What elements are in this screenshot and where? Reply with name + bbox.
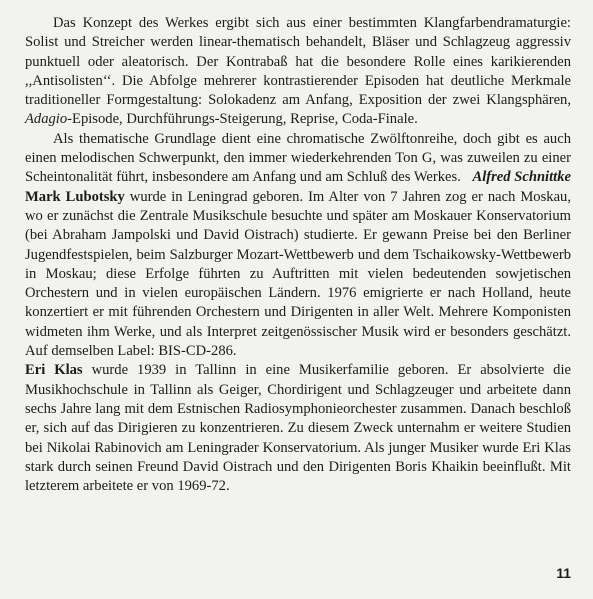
paragraph-lubotsky-bio [25,188,571,362]
author-signature: Alfred Schnittke [472,169,571,186]
lubotsky-bio-text: wurde in Leningrad geboren. Im Alter von 7 Jahren zog er nach Moskau, wo er zunächst die Zentrale Musikschule besuchte und später am Moskauer Konservatorium (bei Abraham Jampolski und David Oistrach) studierte. Er gewann Preise bei den Berliner Jugendfestspielen, beim Salzburger Mozart-Wettbewerb und dem Tschaikowsky-Wettbewerb in Moskau; diese Erfolge führten zu Auftritten mit vielen bedeutenden sowjetischen Orchestern und in vielen europäischen Ländern. 1976 emigrierte er nach Holland, heute konzertiert er mit führenden Orchestern und Dirigenten in aller Welt. Mehrere Komponisten widmeten ihm Werke, und als Interpret zeitgenössischer Musik wird er besonders geschätzt. Auf demselben Label: BIS-CD-286. [25,188,572,360]
paragraph-concept-text-1: Das Konzept des Werkes ergibt sich aus einer bestimmten Klangfarbendramaturgie: Solist und Streicher werden linear-thematisch behandelt, Bläser und Schlagzeug aggressiv punktuell oder aleatorisch. Der Kontrabaß hat die besondere Rolle eines karikierenden ,,Antisolisten‘‘. Die Abfolge mehrerer kontrastierender Episoden hat deutliche Merkmale traditioneller Formgestaltung: Solokadenz am Anfang, Exposition der zwei Klangsphären, [25,15,571,109]
document-body [25,14,571,496]
page-number: 11 [556,565,571,581]
paragraph-concept-text-2: -Episode, Durchführungs-Steigerung, Reprise, Coda-Finale. [67,111,418,128]
paragraph-thematic-basis: Als thematische Grundlage dient eine chromatische Zwölftonreihe, doch gibt es auch einen melodischen Schwerpunkt, den immer wiederkehrenden Ton G, was zuweilen zu einer Scheintonalität führt, insbesondere am Anfang und am Schluß des Werkes. [25,130,571,186]
adagio-term: Adagio [25,111,68,128]
klas-name: Eri Klas [25,362,83,379]
klas-bio-text: wurde 1939 in Tallinn in eine Musikerfamilie geboren. Er absolvierte die Musikhochschule in Tallinn als Geiger, Chordirigent und Schlagzeuger und arbeitete dann sechs Jahre lang mit dem Estnischen Radiosymphonieorchester zusammen. Danach beschloß er, sich auf das Dirigieren zu konzentrieren. Zu diesem Zweck unternahm er weitere Studien bei Nikolai Rabinovich am Leningrader Konservatorium. Als junger Musiker wurde Eri Klas stark durch seinen Freund David Oistrach und den Dirigenten Boris Khaikin beeinflußt. Mit letzterem arbeitete er von 1969-72. [25,362,572,495]
paragraph-concept [25,14,571,130]
lubotsky-name: Mark Lubotsky [25,188,125,205]
paragraph-klas-bio [25,361,571,496]
